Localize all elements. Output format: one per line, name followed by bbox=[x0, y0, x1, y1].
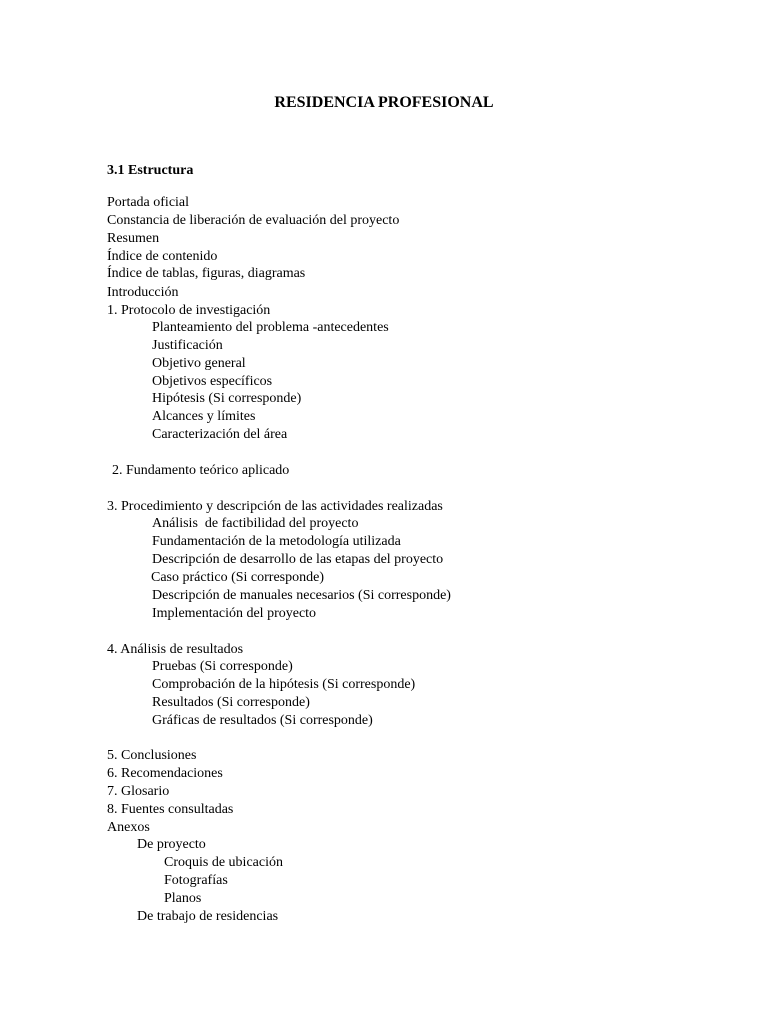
list-subitem: De proyecto bbox=[137, 837, 206, 852]
list-item: 4. Análisis de resultados bbox=[107, 642, 244, 657]
list-subitem: Implementación del proyecto bbox=[152, 606, 317, 621]
list-subitem: Caso práctico (Si corresponde) bbox=[151, 570, 324, 585]
list-subitem: Justificación bbox=[152, 338, 223, 353]
section-heading: 3.1 Estructura bbox=[107, 163, 194, 178]
list-subsubitem: Fotografías bbox=[164, 873, 228, 888]
list-subitem: Gráficas de resultados (Si corresponde) bbox=[152, 713, 373, 728]
list-subitem: Fundamentación de la metodología utilizada bbox=[152, 534, 401, 549]
list-item: Anexos bbox=[107, 820, 150, 835]
list-subsubitem: Planos bbox=[164, 891, 202, 906]
list-item: Índice de contenido bbox=[107, 249, 218, 264]
list-subitem: Pruebas (Si corresponde) bbox=[152, 659, 293, 674]
list-item: 2. Fundamento teórico aplicado bbox=[112, 463, 290, 478]
list-subitem: De trabajo de residencias bbox=[137, 909, 279, 924]
list-subitem: Descripción de desarrollo de las etapas del proyecto bbox=[152, 552, 444, 567]
list-item: Introducción bbox=[107, 285, 179, 300]
list-item: 3. Procedimiento y descripción de las actividades realizadas bbox=[107, 499, 443, 514]
list-item: 7. Glosario bbox=[107, 784, 170, 799]
list-subitem: Análisis de factibilidad del proyecto bbox=[152, 516, 359, 531]
list-subitem: Caracterización del área bbox=[152, 427, 288, 442]
list-subitem: Objetivo general bbox=[152, 356, 246, 371]
list-subitem: Planteamiento del problema -antecedentes bbox=[152, 320, 389, 335]
list-item: Resumen bbox=[107, 231, 160, 246]
document-title: RESIDENCIA PROFESIONAL bbox=[274, 94, 494, 111]
list-item: Portada oficial bbox=[107, 195, 190, 210]
list-item: Constancia de liberación de evaluación del proyecto bbox=[107, 213, 400, 228]
list-item: 5. Conclusiones bbox=[107, 748, 197, 763]
list-subsubitem: Croquis de ubicación bbox=[164, 855, 283, 870]
list-item: 1. Protocolo de investigación bbox=[107, 303, 271, 318]
list-subitem: Hipótesis (Si corresponde) bbox=[152, 391, 302, 406]
list-subitem: Comprobación de la hipótesis (Si corresponde) bbox=[152, 677, 416, 692]
list-item: 6. Recomendaciones bbox=[107, 766, 223, 781]
list-subitem: Resultados (Si corresponde) bbox=[152, 695, 310, 710]
list-item: 8. Fuentes consultadas bbox=[107, 802, 234, 817]
list-subitem: Alcances y límites bbox=[152, 409, 256, 424]
list-subitem: Objetivos específicos bbox=[152, 374, 273, 389]
list-item: Índice de tablas, figuras, diagramas bbox=[107, 266, 306, 281]
list-subitem: Descripción de manuales necesarios (Si corresponde) bbox=[152, 588, 451, 603]
